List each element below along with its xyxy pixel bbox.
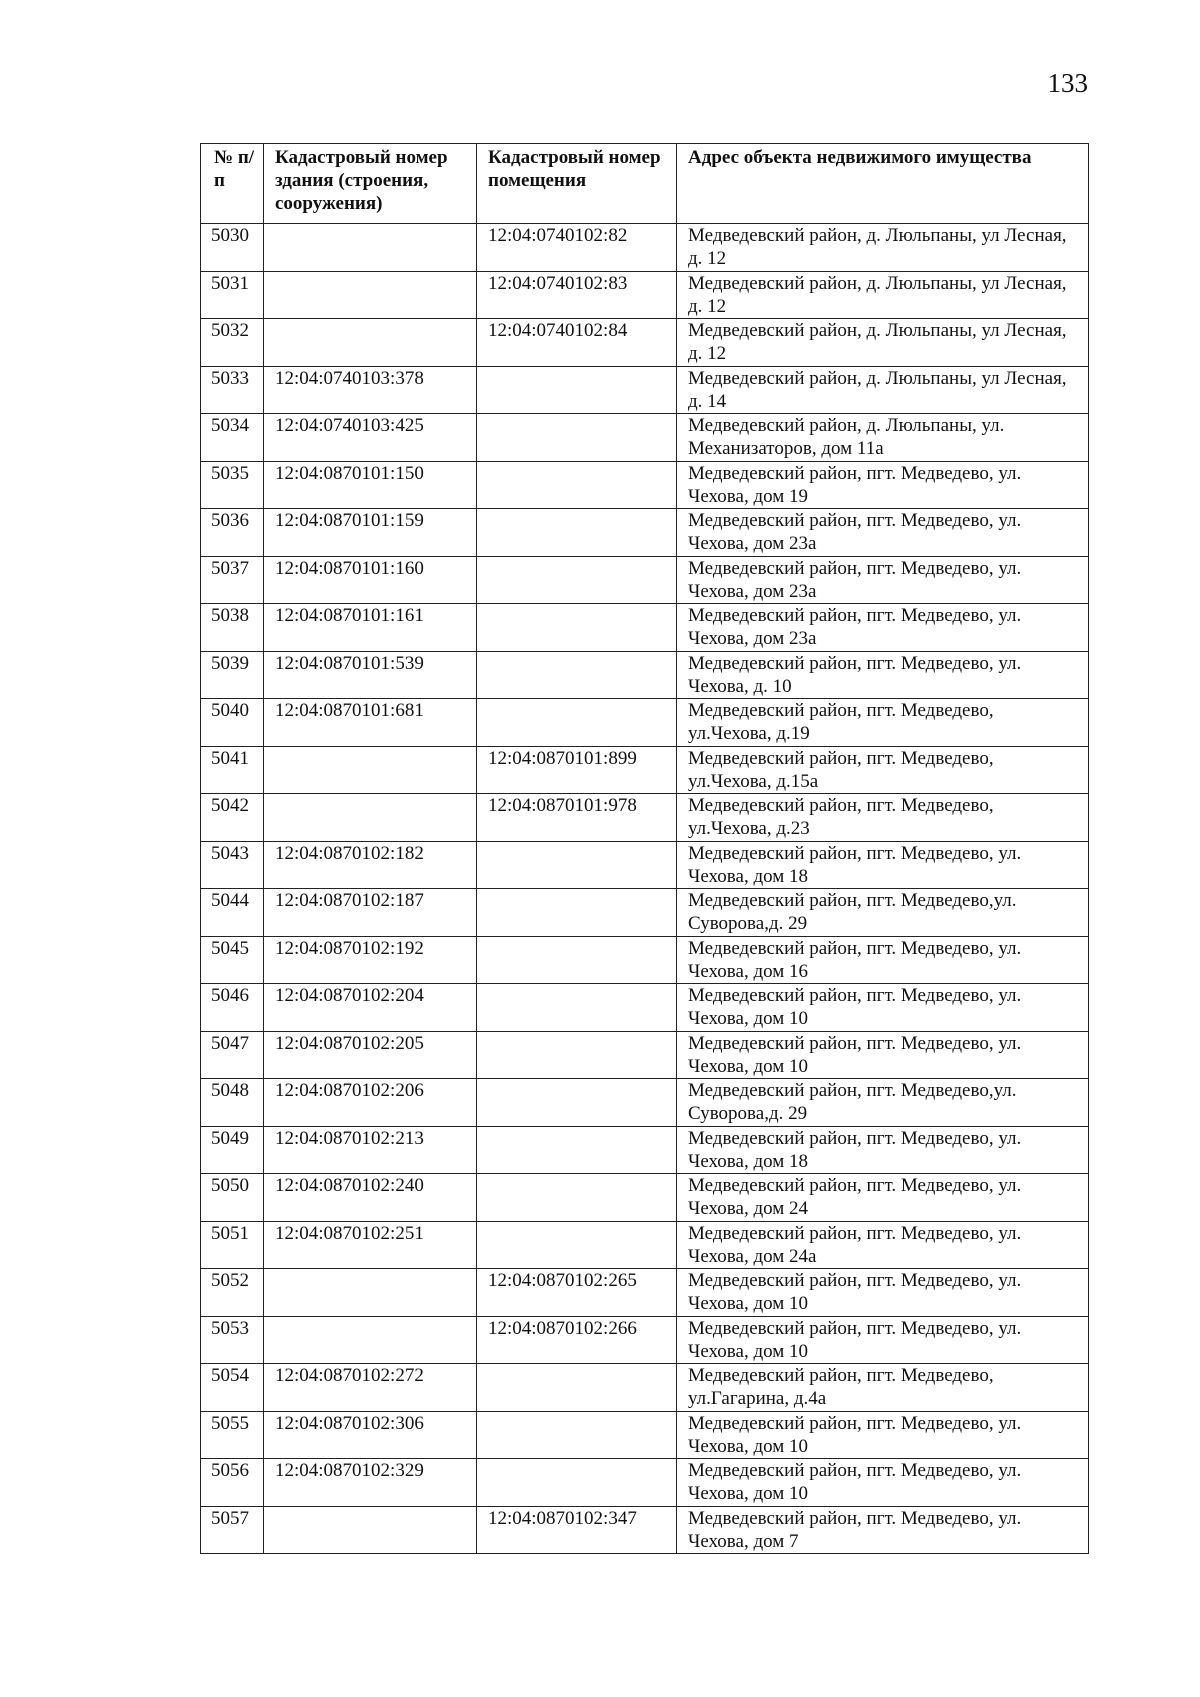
cell-number: 5055: [201, 1411, 264, 1459]
cell-building-cadastral: 12:04:0870101:160: [264, 556, 477, 604]
cell-address: Медведевский район, пгт. Медведево, ул. Чехова, д. 10: [677, 651, 1089, 699]
table-row: [201, 1364, 1089, 1412]
table-row: [201, 1031, 1089, 1079]
table-row: [201, 1221, 1089, 1269]
cell-address: Медведевский район, д. Люльпаны, ул Лесная, д. 12: [677, 271, 1089, 319]
cell-building-cadastral: 12:04:0870102:272: [264, 1364, 477, 1412]
cell-room-cadastral: 12:04:0740102:84: [477, 319, 677, 367]
cell-number: 5044: [201, 889, 264, 937]
cell-address: Медведевский район, пгт. Медведево, ул. Чехова, дом 10: [677, 1459, 1089, 1507]
cell-address: Медведевский район, пгт. Медведево, ул.Гагарина, д.4а: [677, 1364, 1089, 1412]
cell-address: Медведевский район, д. Люльпаны, ул Лесная, д. 14: [677, 366, 1089, 414]
cell-building-cadastral: 12:04:0870102:240: [264, 1174, 477, 1222]
cell-room-cadastral: [477, 1459, 677, 1507]
cell-building-cadastral: 12:04:0740103:378: [264, 366, 477, 414]
cell-address: Медведевский район, пгт. Медведево, ул. Чехова, дом 24: [677, 1174, 1089, 1222]
table-row: [201, 984, 1089, 1032]
table-row: [201, 699, 1089, 747]
header-row: [201, 144, 1089, 224]
cell-address: Медведевский район, пгт. Медведево, ул. Чехова, дом 10: [677, 1411, 1089, 1459]
cell-building-cadastral: 12:04:0870101:161: [264, 604, 477, 652]
table-row: [201, 1411, 1089, 1459]
table-row: [201, 651, 1089, 699]
cell-room-cadastral: [477, 1031, 677, 1079]
table-body: [201, 224, 1089, 1554]
table-row: [201, 746, 1089, 794]
cell-address: Медведевский район, пгт. Медведево,ул. Суворова,д. 29: [677, 889, 1089, 937]
cell-building-cadastral: 12:04:0870102:182: [264, 841, 477, 889]
cell-number: 5053: [201, 1316, 264, 1364]
cell-number: 5031: [201, 271, 264, 319]
cell-number: 5040: [201, 699, 264, 747]
cell-building-cadastral: [264, 319, 477, 367]
cell-number: 5037: [201, 556, 264, 604]
cell-building-cadastral: 12:04:0870101:159: [264, 509, 477, 557]
table-row: [201, 936, 1089, 984]
cell-number: 5036: [201, 509, 264, 557]
cell-building-cadastral: [264, 1269, 477, 1317]
cell-number: 5049: [201, 1126, 264, 1174]
table-row: [201, 1506, 1089, 1554]
cell-number: 5057: [201, 1506, 264, 1554]
cell-number: 5042: [201, 794, 264, 842]
cell-room-cadastral: [477, 1126, 677, 1174]
cell-room-cadastral: [477, 509, 677, 557]
cell-building-cadastral: [264, 794, 477, 842]
page-number: 133: [1047, 68, 1088, 98]
property-registry-table: [200, 143, 1089, 1554]
cell-building-cadastral: [264, 1506, 477, 1554]
cell-address: Медведевский район, пгт. Медведево, ул. Чехова, дом 10: [677, 984, 1089, 1032]
cell-building-cadastral: 12:04:0870102:251: [264, 1221, 477, 1269]
cell-address: Медведевский район, пгт. Медведево, ул. Чехова, дом 23а: [677, 556, 1089, 604]
cell-room-cadastral: [477, 1364, 677, 1412]
cell-address: Медведевский район, пгт. Медведево, ул. Чехова, дом 10: [677, 1316, 1089, 1364]
cell-room-cadastral: 12:04:0740102:83: [477, 271, 677, 319]
cell-number: 5047: [201, 1031, 264, 1079]
table-row: [201, 509, 1089, 557]
header-room-cadastral: Кадастровый номер помещения: [477, 144, 677, 224]
cell-room-cadastral: [477, 841, 677, 889]
cell-number: 5032: [201, 319, 264, 367]
cell-building-cadastral: [264, 1316, 477, 1364]
cell-number: 5039: [201, 651, 264, 699]
cell-building-cadastral: 12:04:0870102:329: [264, 1459, 477, 1507]
cell-room-cadastral: 12:04:0870102:265: [477, 1269, 677, 1317]
cell-number: 5038: [201, 604, 264, 652]
cell-building-cadastral: 12:04:0870102:192: [264, 936, 477, 984]
cell-address: Медведевский район, пгт. Медведево, ул. Чехова, дом 16: [677, 936, 1089, 984]
header-number: № п/п: [201, 144, 264, 224]
cell-address: Медведевский район, д. Люльпаны, ул Лесная, д. 12: [677, 319, 1089, 367]
table-row: [201, 1174, 1089, 1222]
table-row: [201, 1269, 1089, 1317]
cell-building-cadastral: 12:04:0870102:204: [264, 984, 477, 1032]
cell-address: Медведевский район, пгт. Медведево, ул. Чехова, дом 23а: [677, 604, 1089, 652]
table-row: [201, 1079, 1089, 1127]
cell-building-cadastral: 12:04:0870102:205: [264, 1031, 477, 1079]
cell-address: Медведевский район, пгт. Медведево, ул. Чехова, дом 7: [677, 1506, 1089, 1554]
cell-number: 5045: [201, 936, 264, 984]
cell-room-cadastral: [477, 604, 677, 652]
cell-building-cadastral: 12:04:0740103:425: [264, 414, 477, 462]
table-row: [201, 1316, 1089, 1364]
cell-room-cadastral: [477, 1174, 677, 1222]
cell-number: 5054: [201, 1364, 264, 1412]
cell-building-cadastral: [264, 224, 477, 272]
cell-building-cadastral: 12:04:0870101:150: [264, 461, 477, 509]
cell-room-cadastral: [477, 984, 677, 1032]
cell-room-cadastral: [477, 414, 677, 462]
cell-room-cadastral: [477, 461, 677, 509]
table-row: [201, 889, 1089, 937]
cell-room-cadastral: [477, 556, 677, 604]
cell-address: Медведевский район, пгт. Медведево, ул. Чехова, дом 19: [677, 461, 1089, 509]
cell-address: Медведевский район, д. Люльпаны, ул Лесная, д. 12: [677, 224, 1089, 272]
cell-room-cadastral: [477, 889, 677, 937]
cell-number: 5033: [201, 366, 264, 414]
table-header: [201, 144, 1089, 224]
cell-number: 5041: [201, 746, 264, 794]
cell-room-cadastral: 12:04:0740102:82: [477, 224, 677, 272]
table-row: [201, 841, 1089, 889]
cell-address: Медведевский район, пгт. Медведево,ул. Суворова,д. 29: [677, 1079, 1089, 1127]
cell-address: Медведевский район, пгт. Медведево, ул.Чехова, д.19: [677, 699, 1089, 747]
table-row: [201, 414, 1089, 462]
cell-number: 5051: [201, 1221, 264, 1269]
cell-room-cadastral: [477, 1221, 677, 1269]
cell-address: Медведевский район, пгт. Медведево, ул.Чехова, д.15а: [677, 746, 1089, 794]
cell-room-cadastral: 12:04:0870101:978: [477, 794, 677, 842]
cell-address: Медведевский район, пгт. Медведево, ул. Чехова, дом 18: [677, 1126, 1089, 1174]
table-row: [201, 271, 1089, 319]
table-row: [201, 1126, 1089, 1174]
cell-building-cadastral: [264, 746, 477, 794]
cell-room-cadastral: [477, 1411, 677, 1459]
cell-number: 5052: [201, 1269, 264, 1317]
cell-number: 5056: [201, 1459, 264, 1507]
cell-building-cadastral: 12:04:0870102:213: [264, 1126, 477, 1174]
cell-address: Медведевский район, пгт. Медведево, ул.Чехова, д.23: [677, 794, 1089, 842]
cell-building-cadastral: 12:04:0870102:206: [264, 1079, 477, 1127]
cell-address: Медведевский район, пгт. Медведево, ул. Чехова, дом 24а: [677, 1221, 1089, 1269]
cell-number: 5050: [201, 1174, 264, 1222]
cell-building-cadastral: [264, 271, 477, 319]
table-row: [201, 461, 1089, 509]
cell-building-cadastral: 12:04:0870101:681: [264, 699, 477, 747]
table-row: [201, 556, 1089, 604]
cell-number: 5035: [201, 461, 264, 509]
cell-number: 5030: [201, 224, 264, 272]
cell-number: 5048: [201, 1079, 264, 1127]
table-row: [201, 1459, 1089, 1507]
cell-number: 5034: [201, 414, 264, 462]
cell-address: Медведевский район, пгт. Медведево, ул. Чехова, дом 23а: [677, 509, 1089, 557]
table-row: [201, 224, 1089, 272]
cell-room-cadastral: [477, 1079, 677, 1127]
cell-room-cadastral: [477, 651, 677, 699]
header-address: Адрес объекта недвижимого имущества: [677, 144, 1089, 224]
table-row: [201, 366, 1089, 414]
cell-room-cadastral: [477, 366, 677, 414]
cell-number: 5043: [201, 841, 264, 889]
table-row: [201, 319, 1089, 367]
header-building-cadastral: Кадастровый номер здания (строения, сооружения): [264, 144, 477, 224]
cell-room-cadastral: [477, 936, 677, 984]
cell-building-cadastral: 12:04:0870101:539: [264, 651, 477, 699]
table-row: [201, 604, 1089, 652]
cell-room-cadastral: 12:04:0870102:347: [477, 1506, 677, 1554]
cell-address: Медведевский район, пгт. Медведево, ул. Чехова, дом 10: [677, 1031, 1089, 1079]
table-row: [201, 794, 1089, 842]
cell-building-cadastral: 12:04:0870102:306: [264, 1411, 477, 1459]
cell-number: 5046: [201, 984, 264, 1032]
cell-address: Медведевский район, пгт. Медведево, ул. Чехова, дом 10: [677, 1269, 1089, 1317]
cell-room-cadastral: 12:04:0870101:899: [477, 746, 677, 794]
cell-building-cadastral: 12:04:0870102:187: [264, 889, 477, 937]
cell-address: Медведевский район, д. Люльпаны, ул. Механизаторов, дом 11а: [677, 414, 1089, 462]
cell-room-cadastral: [477, 699, 677, 747]
cell-address: Медведевский район, пгт. Медведево, ул. Чехова, дом 18: [677, 841, 1089, 889]
cell-room-cadastral: 12:04:0870102:266: [477, 1316, 677, 1364]
